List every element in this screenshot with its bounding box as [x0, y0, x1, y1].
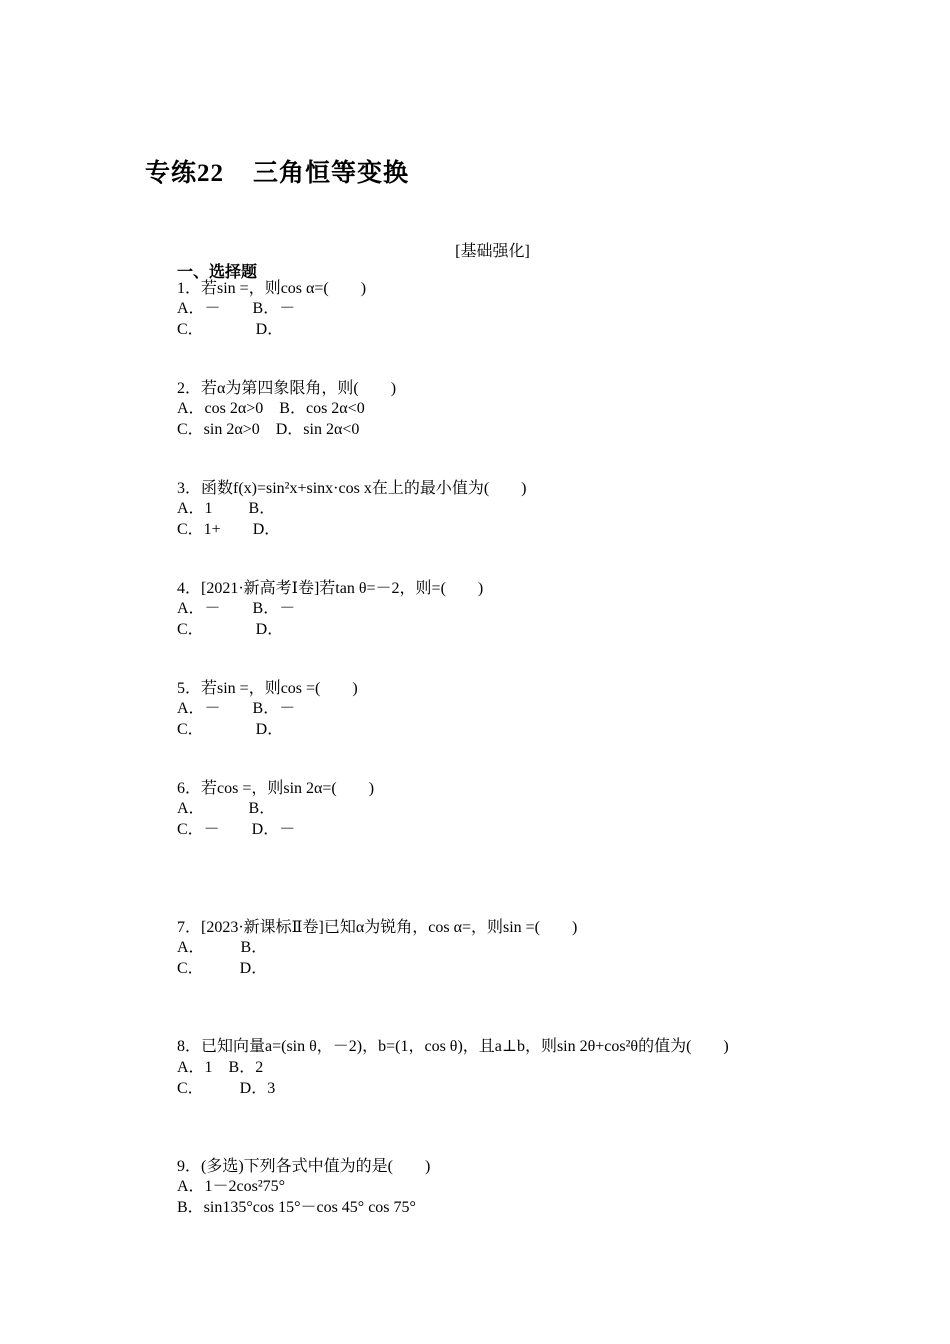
question-7-options-cd: C． D． — [177, 960, 268, 977]
question-5-options-ab: A．－ B．－ — [177, 700, 296, 717]
part-heading: 一、选择题 — [177, 264, 258, 281]
question-9-option-b: B．sin135°cos 15°－cos 45° cos 75° — [177, 1199, 416, 1216]
question-2-options-cd: C．sin 2α>0 D．sin 2α<0 — [177, 421, 360, 438]
question-2-options-ab: A．cos 2α>0 B．cos 2α<0 — [177, 400, 365, 417]
question-4-stem: 4．[2021·新高考Ⅰ卷]若tan θ=－2，则=( ) — [177, 580, 484, 597]
question-4-options-ab: A．－ B．－ — [177, 600, 296, 617]
question-5-stem: 5．若sin =，则cos =( ) — [177, 680, 358, 697]
question-1-options-ab: A．－ B．－ — [177, 300, 296, 317]
question-3-options-cd: C．1+ D． — [177, 521, 281, 538]
question-6-stem: 6．若cos =，则sin 2α=( ) — [177, 780, 375, 797]
section-label: [基础强化] — [455, 243, 530, 260]
question-8-stem: 8．已知向量a=(sin θ，－2)，b=(1，cos θ)，且a⊥b，则sin 2θ+cos²θ的值为( ) — [177, 1038, 729, 1055]
question-8-options-ab: A．1 B．2 — [177, 1059, 264, 1076]
question-4-options-cd: C． D． — [177, 621, 284, 638]
question-5-options-cd: C． D． — [177, 721, 284, 738]
question-9-option-a: A．1－2cos²75° — [177, 1178, 286, 1195]
page-title: 专练22 三角恒等变换 — [145, 160, 410, 187]
question-7-options-ab: A． B． — [177, 939, 268, 956]
question-3-options-ab: A．1 B． — [177, 500, 276, 517]
question-6-options-cd: C．－ D．－ — [177, 821, 296, 838]
question-1-options-cd: C． D． — [177, 321, 284, 338]
question-6-options-ab: A． B． — [177, 800, 276, 817]
question-9-stem: 9．(多选)下列各式中值为的是( ) — [177, 1158, 431, 1175]
question-1-stem: 1．若sin =，则cos α=( ) — [177, 280, 367, 297]
question-3-stem: 3．函数f(x)=sin²x+sinx·cos x在上的最小值为( ) — [177, 480, 527, 497]
question-7-stem: 7．[2023·新课标Ⅱ卷]已知α为锐角，cos α=，则sin =( ) — [177, 919, 578, 936]
question-2-stem: 2．若α为第四象限角，则( ) — [177, 380, 397, 397]
question-8-options-cd: C． D．3 — [177, 1080, 276, 1097]
